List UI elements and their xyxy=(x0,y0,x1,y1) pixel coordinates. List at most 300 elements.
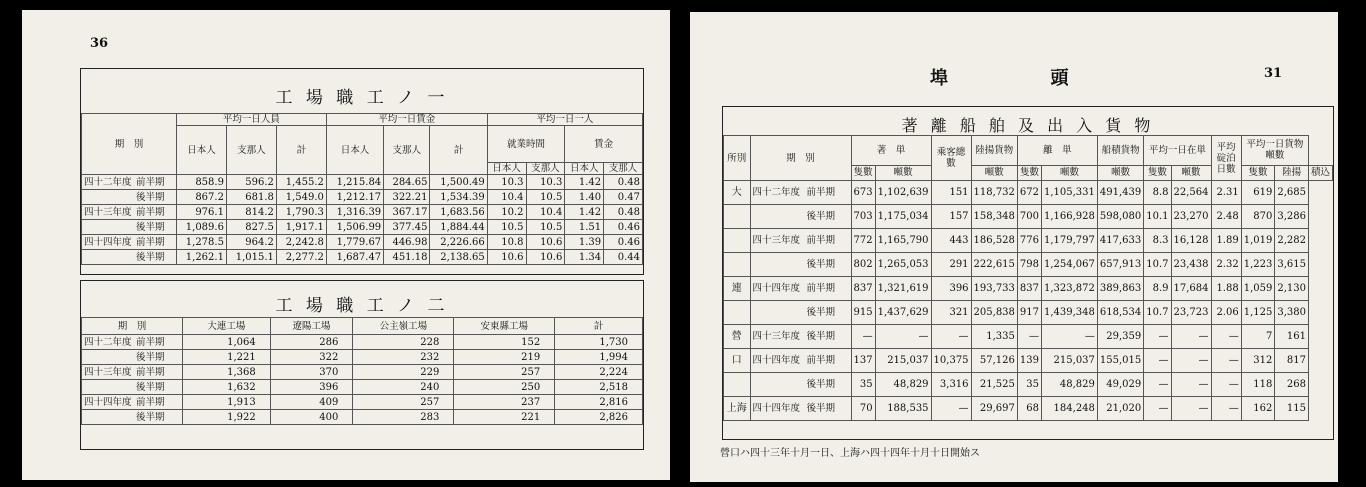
table-row xyxy=(724,277,1333,301)
value-cell: 257 xyxy=(454,365,555,380)
value-cell: 286 xyxy=(270,335,353,350)
table2-title: 工 場 職 工 ノ 二 xyxy=(275,296,449,316)
half-label: 後半期 xyxy=(806,307,836,318)
value-cell: 2.32 xyxy=(1211,253,1241,277)
value-cell: 48,829 xyxy=(1042,373,1098,397)
value-cell: 776 xyxy=(1017,229,1041,253)
sub-header: 噸數 xyxy=(875,165,931,180)
half-label: 後半期 xyxy=(806,403,836,414)
value-cell: 240 xyxy=(353,380,454,395)
value-cell: 115 xyxy=(1275,397,1309,421)
value-cell: 1,368 xyxy=(183,365,271,380)
value-cell: 322.21 xyxy=(384,190,430,205)
right-page-number: 31 xyxy=(1264,66,1283,81)
value-cell: 10.5 xyxy=(526,190,565,205)
value-cell: 1,913 xyxy=(183,395,271,410)
value-cell: 162 xyxy=(1241,397,1275,421)
value-cell: 1,321,619 xyxy=(875,277,931,301)
half-label: 前半期 xyxy=(806,187,836,198)
place-cell xyxy=(724,229,751,253)
value-cell: — xyxy=(1144,325,1171,349)
left-page xyxy=(22,10,670,480)
table-row xyxy=(82,365,643,380)
footnote: 營口ハ四十三年十月一日、上海ハ四十四年十月十日開始ス xyxy=(720,448,980,459)
value-cell: — xyxy=(1171,325,1211,349)
value-cell: 229 xyxy=(353,365,454,380)
value-cell: 1.39 xyxy=(565,235,604,250)
value-cell: — xyxy=(1017,325,1041,349)
value-cell: 10.4 xyxy=(487,190,526,205)
value-cell: — xyxy=(1211,349,1241,373)
left-page-number: 36 xyxy=(90,36,109,51)
table-row xyxy=(724,325,1333,349)
term-cell xyxy=(750,181,851,205)
col-header: 計 xyxy=(430,126,487,175)
value-cell: 23,723 xyxy=(1171,301,1211,325)
value-cell: 370 xyxy=(270,365,353,380)
year-label: 四十二年度 xyxy=(752,187,801,198)
half-label: 後半期 xyxy=(136,221,165,233)
value-cell: 10.4 xyxy=(526,205,565,220)
col-header: 期 別 xyxy=(82,318,183,335)
value-cell: 237 xyxy=(454,395,555,410)
value-cell: 57,126 xyxy=(971,349,1017,373)
value-cell: 2,685 xyxy=(1275,181,1309,205)
place-cell xyxy=(724,373,751,397)
arrive-header: 著 単 xyxy=(851,136,931,166)
year-label: 四十二年度 xyxy=(84,336,132,348)
place-cell: 大 xyxy=(724,181,751,205)
value-cell: 0.46 xyxy=(604,235,643,250)
value-cell: 619 xyxy=(1241,181,1275,205)
value-cell: 867.2 xyxy=(177,190,227,205)
value-cell: 2,226.66 xyxy=(430,235,487,250)
term-cell xyxy=(750,277,851,301)
value-cell: 16,128 xyxy=(1171,229,1211,253)
value-cell: 700 xyxy=(1017,205,1041,229)
half-label: 前半期 xyxy=(806,283,836,294)
value-cell: 215,037 xyxy=(1042,349,1098,373)
value-cell: 1,687.47 xyxy=(326,250,383,265)
value-cell: 151 xyxy=(931,181,971,205)
value-cell: 446.98 xyxy=(384,235,430,250)
depart-header: 離 単 xyxy=(1017,136,1097,166)
table-row xyxy=(82,335,643,350)
value-cell: 10.5 xyxy=(487,220,526,235)
col-header: 日本人 xyxy=(326,126,383,175)
half-label: 後半期 xyxy=(136,381,165,393)
col-header: 計 xyxy=(555,318,643,335)
group-staff-header: 平均一日人員 xyxy=(177,114,327,126)
value-cell: 1,455.2 xyxy=(276,175,326,190)
value-cell: 1,262.1 xyxy=(177,250,227,265)
value-cell: — xyxy=(1171,397,1211,421)
value-cell: 2,518 xyxy=(555,380,643,395)
group-wage-header: 平均一日賃金 xyxy=(326,114,487,126)
year-label: 四十四年度 xyxy=(752,403,801,414)
half-label: 前半期 xyxy=(136,236,165,248)
half-label: 後半期 xyxy=(806,259,836,270)
avg-daily-header: 平均一日在単 xyxy=(1144,136,1211,166)
value-cell: 672 xyxy=(1017,181,1041,205)
value-cell: 3,316 xyxy=(931,373,971,397)
value-cell: 396 xyxy=(270,380,353,395)
value-cell: 443 xyxy=(931,229,971,253)
col-header: 大連工場 xyxy=(183,318,271,335)
value-cell: — xyxy=(931,325,971,349)
value-cell: 10.1 xyxy=(1144,205,1171,229)
value-cell: 2,277.2 xyxy=(276,250,326,265)
value-cell: 618,534 xyxy=(1097,301,1143,325)
value-cell: 10.8 xyxy=(487,235,526,250)
value-cell: 1,922 xyxy=(183,410,271,425)
unload-header: 陸揚貨物 xyxy=(971,136,1017,166)
value-cell: 1,221 xyxy=(183,350,271,365)
value-cell: 1,059 xyxy=(1241,277,1275,301)
value-cell: 1,437,629 xyxy=(875,301,931,325)
table-row xyxy=(724,301,1333,325)
value-cell: 193,733 xyxy=(971,277,1017,301)
sub-header: 噸數 xyxy=(971,165,1017,180)
value-cell: — xyxy=(1144,373,1171,397)
value-cell: 673 xyxy=(851,181,875,205)
value-cell: 1,015.1 xyxy=(226,250,276,265)
year-label: 四十三年度 xyxy=(752,331,801,342)
value-cell: 0.48 xyxy=(604,175,643,190)
value-cell: 48,829 xyxy=(875,373,931,397)
value-cell: 2.48 xyxy=(1211,205,1241,229)
half-label: 前半期 xyxy=(136,176,165,188)
col-header: 遼陽工場 xyxy=(270,318,353,335)
value-cell: 21,525 xyxy=(971,373,1017,397)
value-cell: 139 xyxy=(1017,349,1041,373)
table1-box xyxy=(80,68,644,275)
term-cell xyxy=(82,250,177,265)
value-cell: 29,697 xyxy=(971,397,1017,421)
value-cell: 10.3 xyxy=(526,175,565,190)
place-cell: 上海 xyxy=(724,397,751,421)
value-cell: 1,064 xyxy=(183,335,271,350)
table1-title: 工 場 職 工 ノ 一 xyxy=(275,88,449,108)
value-cell: 2,224 xyxy=(555,365,643,380)
cargo-header: 平均一日貨物噸數 xyxy=(1241,136,1308,166)
value-cell: 17,684 xyxy=(1171,277,1211,301)
value-cell: 0.48 xyxy=(604,205,643,220)
term-cell xyxy=(82,350,183,365)
value-cell: 284.65 xyxy=(384,175,430,190)
value-cell: 10.6 xyxy=(487,250,526,265)
value-cell: — xyxy=(1171,373,1211,397)
term-cell xyxy=(750,349,851,373)
value-cell: — xyxy=(1144,397,1171,421)
term-cell xyxy=(82,335,183,350)
table2-box xyxy=(80,280,644,450)
value-cell: 188,535 xyxy=(875,397,931,421)
value-cell: 681.8 xyxy=(226,190,276,205)
year-label: 四十四年度 xyxy=(752,283,801,294)
year-label: 四十三年度 xyxy=(84,206,132,218)
value-cell: 491,439 xyxy=(1097,181,1143,205)
value-cell: 596.2 xyxy=(226,175,276,190)
table3 xyxy=(723,135,1333,421)
year-label: 四十四年度 xyxy=(84,396,132,408)
table-row xyxy=(82,250,643,265)
value-cell: 35 xyxy=(1017,373,1041,397)
value-cell: 389,863 xyxy=(1097,277,1143,301)
value-cell: 1,166,928 xyxy=(1042,205,1098,229)
value-cell: 367.17 xyxy=(384,205,430,220)
value-cell: 802 xyxy=(851,253,875,277)
value-cell: 1,165,790 xyxy=(875,229,931,253)
value-cell: 1,316.39 xyxy=(326,205,383,220)
value-cell: 1,105,331 xyxy=(1042,181,1098,205)
sub-header: 噸數 xyxy=(1097,165,1143,180)
half-label: 後半期 xyxy=(136,351,165,363)
table-row xyxy=(82,410,643,425)
value-cell: 1,500.49 xyxy=(430,175,487,190)
value-cell: 250 xyxy=(454,380,555,395)
value-cell: 2.06 xyxy=(1211,301,1241,325)
value-cell: 2,826 xyxy=(555,410,643,425)
value-cell: 657,913 xyxy=(1097,253,1143,277)
value-cell: — xyxy=(1042,325,1098,349)
value-cell: 152 xyxy=(454,335,555,350)
value-cell: 23,270 xyxy=(1171,205,1211,229)
year-label: 四十三年度 xyxy=(752,235,801,246)
value-cell: 1,179,797 xyxy=(1042,229,1098,253)
value-cell: — xyxy=(931,397,971,421)
value-cell: 1,223 xyxy=(1241,253,1275,277)
place-cell xyxy=(724,301,751,325)
sub-wage-header: 賃金 xyxy=(565,126,643,163)
half-label: 前半期 xyxy=(806,235,836,246)
half-label: 前半期 xyxy=(136,366,165,378)
half-label: 後半期 xyxy=(806,379,836,390)
value-cell: 1,779.67 xyxy=(326,235,383,250)
value-cell: 283 xyxy=(353,410,454,425)
value-cell: 1.40 xyxy=(565,190,604,205)
half-label: 前半期 xyxy=(136,206,165,218)
value-cell: 23,438 xyxy=(1171,253,1211,277)
value-cell: 158,348 xyxy=(971,205,1017,229)
sub-header: 噸數 xyxy=(1171,165,1211,180)
value-cell: 228 xyxy=(353,335,454,350)
value-cell: — xyxy=(851,325,875,349)
col-header: 支那人 xyxy=(226,126,276,175)
sub-header: 隻數 xyxy=(1144,165,1171,180)
value-cell: 221 xyxy=(454,410,555,425)
term-cell xyxy=(82,220,177,235)
term-cell xyxy=(82,410,183,425)
value-cell: 257 xyxy=(353,395,454,410)
col-header: 計 xyxy=(276,126,326,175)
half-label: 前半期 xyxy=(136,396,165,408)
term-cell xyxy=(750,229,851,253)
value-cell: 1,089.6 xyxy=(177,220,227,235)
value-cell: 2,130 xyxy=(1275,277,1309,301)
term-cell xyxy=(82,380,183,395)
value-cell: 1,534.39 xyxy=(430,190,487,205)
term-cell xyxy=(82,235,177,250)
value-cell: 1.89 xyxy=(1211,229,1241,253)
value-cell: — xyxy=(1171,349,1211,373)
value-cell: 1,632 xyxy=(183,380,271,395)
value-cell: 0.46 xyxy=(604,220,643,235)
value-cell: 8.9 xyxy=(1144,277,1171,301)
value-cell: 377.45 xyxy=(384,220,430,235)
year-label: 四十二年度 xyxy=(84,176,132,188)
table-row xyxy=(724,181,1333,205)
value-cell: 10.7 xyxy=(1144,301,1171,325)
right-page-header: 埠 頭 xyxy=(930,68,1069,89)
value-cell: 3,286 xyxy=(1275,205,1309,229)
group-per-person-header: 平均一日一人 xyxy=(487,114,642,126)
value-cell: 222,615 xyxy=(971,253,1017,277)
value-cell: 1,215.84 xyxy=(326,175,383,190)
col-header: 安東縣工場 xyxy=(454,318,555,335)
half-label: 後半期 xyxy=(136,411,165,423)
sub-header: 隻數 xyxy=(851,165,875,180)
table-row xyxy=(724,349,1333,373)
value-cell: 3,615 xyxy=(1275,253,1309,277)
half-label: 前半期 xyxy=(806,355,836,366)
value-cell: 798 xyxy=(1017,253,1041,277)
value-cell: 10.6 xyxy=(526,235,565,250)
value-cell: 215,037 xyxy=(875,349,931,373)
value-cell: 1,506.99 xyxy=(326,220,383,235)
value-cell: 161 xyxy=(1275,325,1309,349)
half-label: 後半期 xyxy=(806,211,836,222)
value-cell: 451.18 xyxy=(384,250,430,265)
table-row xyxy=(82,190,643,205)
table-row xyxy=(724,373,1333,397)
value-cell: 400 xyxy=(270,410,353,425)
value-cell: 157 xyxy=(931,205,971,229)
value-cell: 1,683.56 xyxy=(430,205,487,220)
stay-header: 平均碇泊日數 xyxy=(1211,136,1241,181)
value-cell: 21,020 xyxy=(1097,397,1143,421)
value-cell: 8.8 xyxy=(1144,181,1171,205)
value-cell: 1,549.0 xyxy=(276,190,326,205)
value-cell: 1,102,639 xyxy=(875,181,931,205)
value-cell: 1,212.17 xyxy=(326,190,383,205)
term-cell xyxy=(82,205,177,220)
table-row xyxy=(724,205,1333,229)
col-header: 日本人 xyxy=(487,163,526,175)
value-cell: — xyxy=(1211,397,1241,421)
value-cell: 10.6 xyxy=(526,250,565,265)
value-cell: 118 xyxy=(1241,373,1275,397)
term-cell xyxy=(750,301,851,325)
place-cell xyxy=(724,253,751,277)
value-cell: 1,917.1 xyxy=(276,220,326,235)
value-cell: 915 xyxy=(851,301,875,325)
value-cell: 817 xyxy=(1275,349,1309,373)
value-cell: 1.51 xyxy=(565,220,604,235)
value-cell: 184,248 xyxy=(1042,397,1098,421)
value-cell: 22,564 xyxy=(1171,181,1211,205)
value-cell: 268 xyxy=(1275,373,1309,397)
half-label: 後半期 xyxy=(806,331,836,342)
table3-title: 著 離 船 舶 及 出 入 貨 物 xyxy=(901,116,1155,135)
value-cell: — xyxy=(1211,373,1241,397)
value-cell: 2,282 xyxy=(1275,229,1309,253)
value-cell: 1,790.3 xyxy=(276,205,326,220)
table-row xyxy=(82,395,643,410)
col-header: 日本人 xyxy=(565,163,604,175)
term-cell xyxy=(82,190,177,205)
value-cell: 7 xyxy=(1241,325,1275,349)
year-label: 四十四年度 xyxy=(84,236,132,248)
table-row xyxy=(82,175,643,190)
value-cell: 1,125 xyxy=(1241,301,1275,325)
value-cell: 1.42 xyxy=(565,205,604,220)
term-header: 期 別 xyxy=(750,136,851,181)
table3-box xyxy=(722,106,1334,440)
col-header: 支那人 xyxy=(384,126,430,175)
value-cell: 1,730 xyxy=(555,335,643,350)
place-header: 所別 xyxy=(724,136,751,181)
table-row xyxy=(82,235,643,250)
sub-header: 陸揚 xyxy=(1275,165,1309,180)
table-row xyxy=(724,253,1333,277)
passenger-header: 乘客總數 xyxy=(931,136,971,181)
value-cell: 1,265,053 xyxy=(875,253,931,277)
value-cell: 29,359 xyxy=(1097,325,1143,349)
place-cell: 營 xyxy=(724,325,751,349)
table-row xyxy=(724,229,1333,253)
value-cell: 1,335 xyxy=(971,325,1017,349)
value-cell: 2,816 xyxy=(555,395,643,410)
year-label: 四十四年度 xyxy=(752,355,801,366)
value-cell: 417,633 xyxy=(1097,229,1143,253)
value-cell: 1,278.5 xyxy=(177,235,227,250)
term-cell xyxy=(750,253,851,277)
value-cell: 10.5 xyxy=(526,220,565,235)
value-cell: — xyxy=(875,325,931,349)
value-cell: 70 xyxy=(851,397,875,421)
place-cell: 口 xyxy=(724,349,751,373)
half-label: 前半期 xyxy=(136,336,165,348)
value-cell: 118,732 xyxy=(971,181,1017,205)
value-cell: 68 xyxy=(1017,397,1041,421)
value-cell: 291 xyxy=(931,253,971,277)
value-cell: 837 xyxy=(1017,277,1041,301)
table1 xyxy=(81,113,643,265)
term-cell xyxy=(750,325,851,349)
table-row xyxy=(82,220,643,235)
value-cell: 219 xyxy=(454,350,555,365)
value-cell: 10,375 xyxy=(931,349,971,373)
value-cell: 1.42 xyxy=(565,175,604,190)
col-header: 公主嶺工場 xyxy=(353,318,454,335)
value-cell: 10.3 xyxy=(487,175,526,190)
term-cell xyxy=(82,395,183,410)
value-cell: 137 xyxy=(851,349,875,373)
table2 xyxy=(81,317,643,425)
sub-header: 隻數 xyxy=(1241,165,1275,180)
right-page xyxy=(690,12,1338,482)
term-cell xyxy=(750,373,851,397)
value-cell: 232 xyxy=(353,350,454,365)
term-cell xyxy=(82,175,177,190)
term-cell xyxy=(82,365,183,380)
value-cell: 0.44 xyxy=(604,250,643,265)
place-cell xyxy=(724,205,751,229)
load-header: 船積貨物 xyxy=(1097,136,1143,166)
value-cell: 312 xyxy=(1241,349,1275,373)
value-cell: 3,380 xyxy=(1275,301,1309,325)
